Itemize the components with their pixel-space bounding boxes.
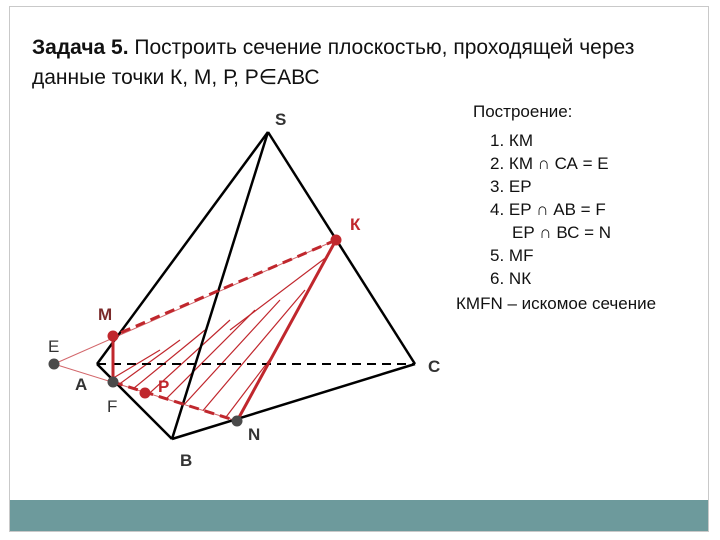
step-6 [490, 267, 531, 290]
label-B: В [180, 451, 193, 470]
point-E [49, 359, 60, 370]
step-1 [490, 129, 533, 152]
task-label: Задача 5. [32, 36, 129, 59]
edge-SC [268, 132, 415, 364]
construction-lines [54, 240, 336, 421]
step-2 [490, 152, 609, 175]
point-M [108, 331, 119, 342]
label-N: N [248, 425, 261, 444]
step-num: 2. [490, 154, 505, 173]
step-text: КМ [508, 131, 533, 150]
section-KM-dashed [113, 240, 336, 336]
step-text: MF [508, 246, 534, 265]
step-num: 5. [490, 246, 505, 265]
step-4b [512, 221, 611, 244]
step-text: ЕР ∩ ВС = N [512, 223, 612, 242]
step-text: КМ ∩ СА = Е [508, 154, 609, 173]
label-K: К [350, 215, 361, 234]
point-N [232, 416, 243, 427]
label-A: А [75, 375, 88, 394]
step-3 [490, 175, 532, 198]
step-text: ЕР ∩ АВ = F [508, 200, 606, 219]
step-num: 1. [490, 131, 505, 150]
step-num: 3. [490, 177, 505, 196]
steps-heading: Построение: [473, 102, 573, 121]
label-S: S [275, 110, 287, 129]
label-E: Е [48, 337, 60, 356]
label-P: Р [158, 377, 170, 396]
step-num: 6. [490, 269, 505, 288]
step-5 [490, 244, 533, 267]
step-4 [490, 198, 606, 221]
result-text: КМFN – искомое сечение [456, 294, 657, 313]
points [49, 235, 342, 427]
step-text: NК [508, 269, 532, 288]
point-K [331, 235, 342, 246]
edge-SA [97, 132, 268, 364]
label-F: F [107, 397, 118, 416]
step-text: ЕР [508, 177, 532, 196]
label-M: М [98, 305, 113, 324]
line-EK [54, 240, 336, 364]
point-P [140, 388, 151, 399]
point-F [108, 377, 119, 388]
task-text: Построить сечение плоскостью, проходящей через данные точки К, М, Р, Р∈АВС [32, 36, 635, 89]
label-C: С [428, 357, 441, 376]
edge-BC [172, 364, 415, 439]
step-num: 4. [490, 200, 505, 219]
